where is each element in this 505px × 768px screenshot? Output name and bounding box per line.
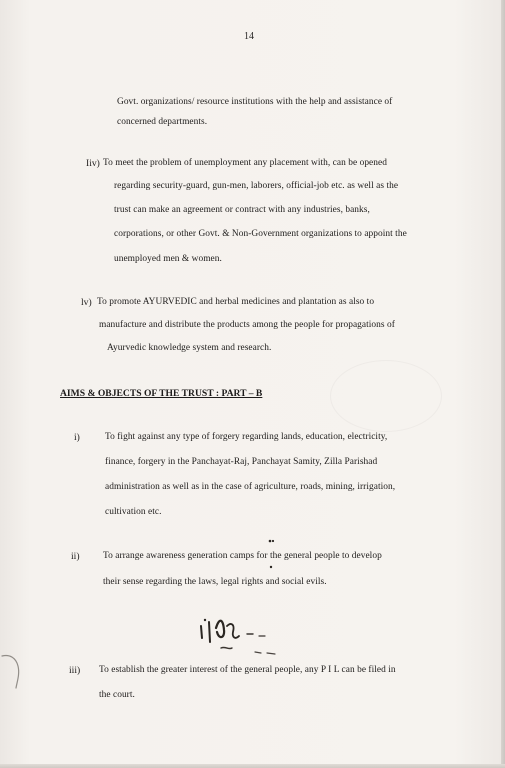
list-item-line: To establish the greater interest of the general people, any P I L can be filed in bbox=[99, 665, 396, 675]
list-marker: i) bbox=[74, 432, 80, 443]
list-item-line: To fight against any type of forgery regarding lands, education, electricity, bbox=[105, 432, 388, 442]
list-item-line: regarding security-guard, gun-men, laborers, official-job etc. as well as the bbox=[114, 181, 399, 191]
paper-edge-right bbox=[501, 0, 505, 768]
pen-mark bbox=[266, 538, 278, 572]
list-item-line: finance, forgery in the Panchayat-Raj, Panchayat Samity, Zilla Parishad bbox=[105, 457, 378, 467]
continuation-line: concerned departments. bbox=[117, 117, 208, 127]
list-marker: iii) bbox=[69, 665, 81, 676]
page-number: 14 bbox=[244, 31, 254, 42]
list-marker: ii) bbox=[71, 551, 80, 562]
list-item-line: their sense regarding the laws, legal rights and social evils. bbox=[103, 577, 327, 587]
list-item-line: To arrange awareness generation camps for the general people to develop bbox=[103, 551, 382, 561]
list-marker: Iiv) bbox=[86, 158, 100, 169]
list-item-line: To promote AYURVEDIC and herbal medicines and plantation as also to bbox=[97, 297, 375, 307]
list-item-line: Ayurvedic knowledge system and research. bbox=[107, 343, 272, 353]
handwritten-signature bbox=[195, 612, 295, 662]
list-marker: lv) bbox=[81, 297, 92, 308]
margin-pen-stroke bbox=[0, 652, 30, 692]
list-item-line: corporations, or other Govt. & Non-Government organizations to appoint the bbox=[114, 229, 407, 239]
section-heading: AIMS & OBJECTS OF THE TRUST : PART – B bbox=[60, 388, 263, 399]
list-item-line: manufacture and distribute the products among the people for propagations of bbox=[99, 320, 395, 330]
list-item-line: trust can make an agreement or contract with any industries, banks, bbox=[114, 205, 370, 215]
list-item-line: the court. bbox=[99, 690, 135, 700]
list-item-line: unemployed men & women. bbox=[114, 254, 222, 264]
list-item-line: administration as well as in the case of agriculture, roads, mining, irrigation, bbox=[105, 482, 396, 492]
continuation-line: Govt. organizations/ resource institutions with the help and assistance of bbox=[117, 97, 393, 107]
list-item-line: cultivation etc. bbox=[105, 507, 162, 517]
faded-stamp-watermark bbox=[330, 360, 442, 432]
paper-edge-bottom bbox=[0, 764, 505, 768]
list-item-line: To meet the problem of unemployment any placement with, can be opened bbox=[103, 158, 387, 168]
